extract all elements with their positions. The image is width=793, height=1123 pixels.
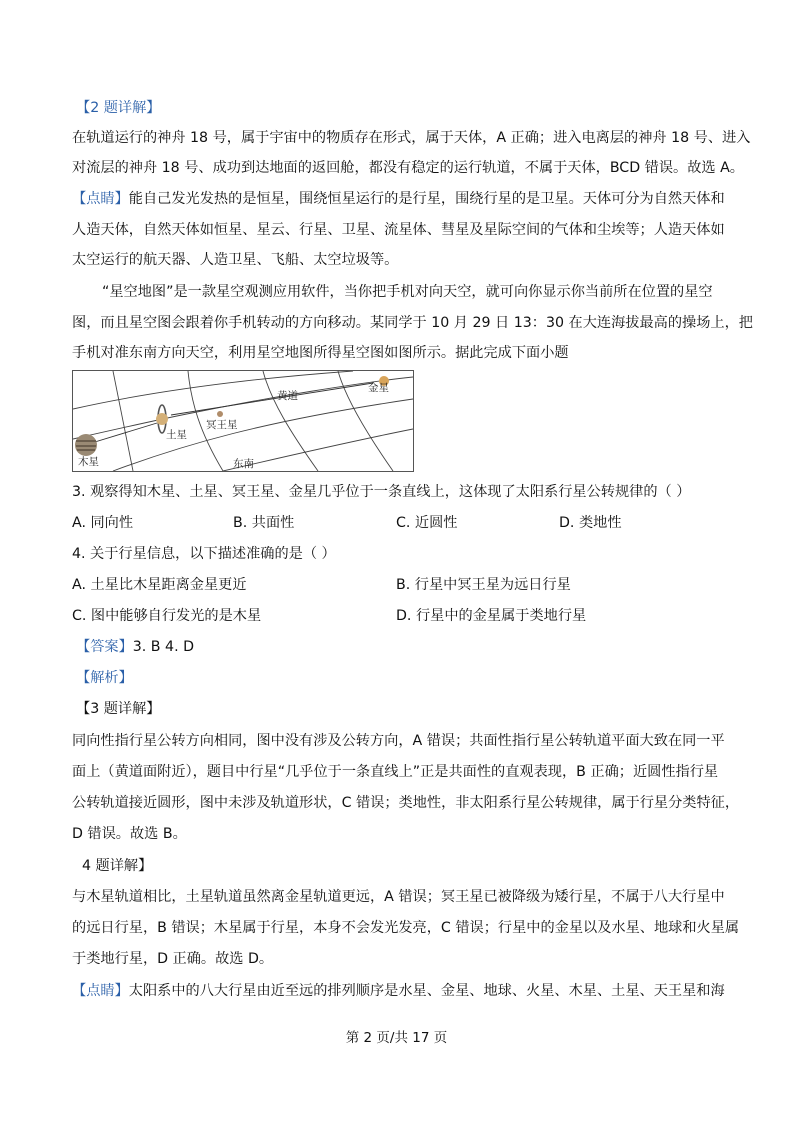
q3-option-b: B. 共面性 [233,515,295,531]
pluto-planet [217,411,223,417]
section-title-q3: 【3 题详解】 [76,701,161,717]
tip-tag: 【点睛】 [72,191,129,207]
southeast-label: 东南 [233,458,254,470]
tip-text: 能自己发光发热的是恒星，围绕恒星运行的是行星，围绕行星的是卫星。天体可分为自然天体和 [128,191,725,207]
answer-text: 3. B 4. D [132,639,195,655]
paragraph-line: 对流层的神舟 18 号、成功到达地面的返回舱，都没有稳定的运行轨道，不属于天体，BCD 错误。故选 A。 [72,160,744,176]
saturn-label: 土星 [166,429,187,441]
jupiter-label: 木星 [78,456,99,468]
answer-tag: 【答案】 [76,639,133,655]
paragraph-line: 人造天体，自然天体如恒星、星云、行星、卫星、流星体、彗星及星际空间的气体和尘埃等；人造天体如 [72,222,725,238]
section-title-q4: 4 题详解】 [82,858,153,874]
q3-option-a: A. 同向性 [72,515,134,531]
star-map-figure [72,370,414,472]
tip-text: 太阳系中的八大行星由近至远的排列顺序是水星、金星、地球、火星、木星、土星、天王星和海 [128,983,725,999]
tip-tag: 【点睛】 [72,983,129,999]
jupiter-planet [75,434,97,456]
paragraph-line: D 错误。故选 B。 [72,826,187,842]
section-title-q2: 【2 题详解】 [76,100,161,116]
venus-label: 金星 [368,382,389,394]
q4-option-d: D. 行星中的金星属于类地行星 [396,608,587,624]
ecliptic-label: 黄道 [277,390,298,402]
question-3: 3. 观察得知木星、土星、冥王星、金星几乎位于一条直线上，这体现了太阳系行星公转规律的（ ） [72,484,691,500]
q3-option-c: C. 近圆性 [396,515,458,531]
q4-option-c: C. 图中能够自行发光的是木星 [72,608,262,624]
q3-option-d: D. 类地性 [559,515,622,531]
answer-line [76,637,194,657]
q4-option-b: B. 行星中冥王星为远日行星 [396,577,571,593]
paragraph-line: 在轨道运行的神舟 18 号，属于宇宙中的物质存在形式，属于天体，A 正确；进入电离层的神舟 18 号、进入 [72,130,751,146]
star-grid [73,371,413,471]
page-footer: 第 2 页/共 17 页 [345,1030,448,1046]
q4-option-a: A. 土星比木星距离金星更近 [72,577,247,593]
question-4: 4. 关于行星信息，以下描述准确的是（ ） [72,546,336,562]
pluto-label: 冥王星 [206,419,238,431]
analysis-tag: 【解析】 [76,670,133,686]
tip-line [72,189,725,209]
paragraph-line: 面上（黄道面附近），题目中行星“几乎位于一条直线上”正是共面性的直观表现，B 正确；近圆性指行星 [72,764,719,780]
paragraph-line: 的远日行星，B 错误；木星属于行星，本身不会发光发亮，C 错误；行星中的金星以及水星、地球和火星属 [72,920,740,936]
paragraph-line: 公转轨道接近圆形，图中未涉及轨道形状，C 错误；类地性，非太阳系行星公转规律，属于行星分类特征， [72,795,740,811]
paragraph-line: 与木星轨道相比，土星轨道虽然离金星轨道更远，A 错误；冥王星已被降级为矮行星，不属于八大行星中 [72,889,725,905]
paragraph-line: 太空运行的航天器、人造卫星、飞船、太空垃圾等。 [72,252,399,268]
paragraph-line: 同向性指行星公转方向相同，图中没有涉及公转方向，A 错误；共面性指行星公转轨道平面大致在同一平 [72,733,725,749]
paragraph-line: 手机对准东南方向天空，利用星空地图所得星空图如图所示。据此完成下面小题 [72,345,569,361]
alignment-line [85,383,373,445]
paragraph-line: 于类地行星，D 正确。故选 D。 [72,951,274,967]
paragraph-line: “星空地图”是一款星空观测应用软件，当你把手机对向天空，就可向你显示你当前所在位置的星空 [102,284,713,300]
paragraph-line: 图，而且星空图会跟着你手机转动的方向移动。某同学于 10 月 29 日 13：30 在大连海拔最高的操场上，把 [72,315,753,331]
tip-line [72,981,725,1001]
